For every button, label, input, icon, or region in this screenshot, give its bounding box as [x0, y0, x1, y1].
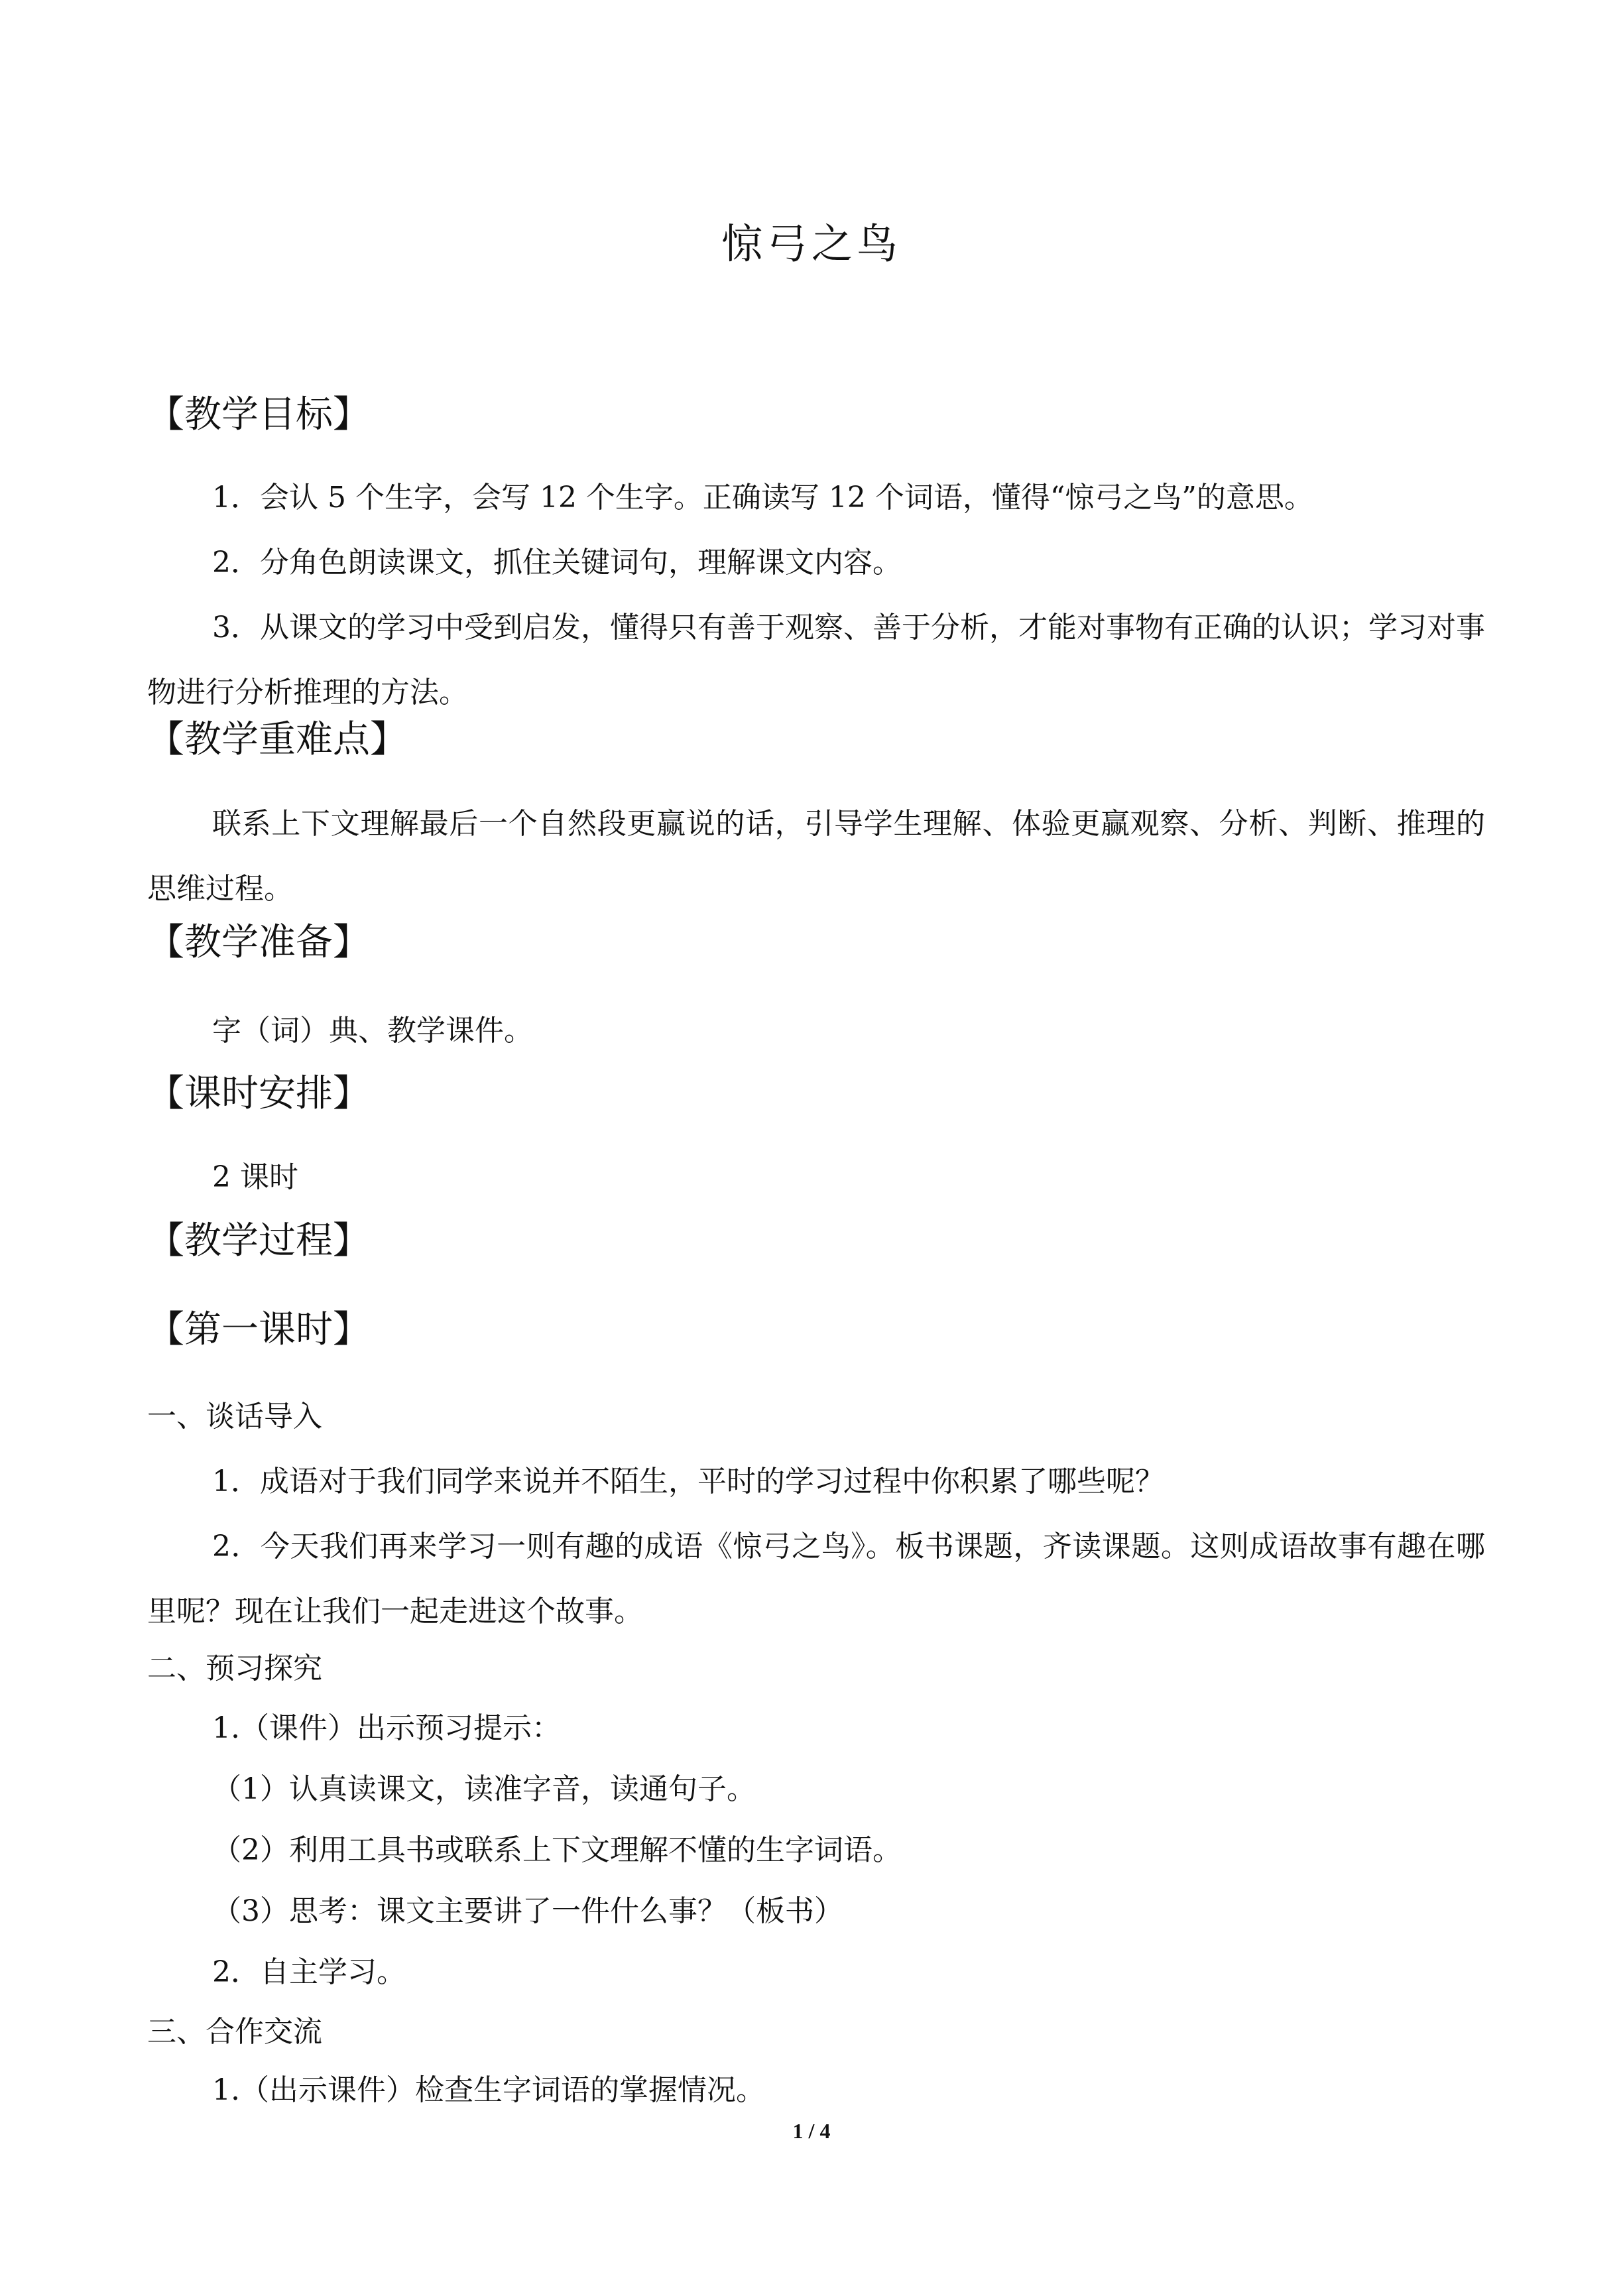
heading-objectives: 【教学目标】	[147, 393, 370, 436]
section1-item-1: 1．成语对于我们同学来说并不陌生，平时的学习过程中你积累了哪些呢？	[212, 1465, 1164, 1498]
section1-item-2: 2．今天我们再来学习一则有趣的成语《惊弓之鸟》。板书课题，齐读课题。这则成语故事有趣在哪里呢？现在让我们一起走进这个故事。	[147, 1530, 1485, 1628]
section2-item-1: 1.（课件）出示预习提示：	[212, 1711, 561, 1745]
section-title: 三、合作交流	[147, 2015, 322, 2049]
heading-lesson-one: 【第一课时】	[147, 1308, 370, 1351]
objective-item-2: 2．分角色朗读课文，抓住关键词句，理解课文内容。	[212, 546, 902, 579]
section2-item-2: （1）认真读课文，读准字音，读通句子。	[212, 1772, 756, 1806]
section2-item-3: （2）利用工具书或联系上下文理解不懂的生字词语。	[212, 1833, 902, 1867]
page-number: 1 / 4	[792, 2119, 831, 2143]
objective-item-1: 1．会认 5 个生字，会写 12 个生字。正确读写 12 个词语，懂得“惊弓之鸟”的意思。	[212, 481, 1313, 514]
schedule-text: 2 课时	[212, 1160, 298, 1194]
heading-schedule: 【课时安排】	[147, 1072, 370, 1115]
heading-process: 【教学过程】	[147, 1219, 370, 1262]
page-title: 惊弓之鸟	[721, 219, 902, 268]
key-points-text: 联系上下文理解最后一个自然段更赢说的话，引导学生理解、体验更赢观察、分析、判断、推理的思维过程。	[147, 807, 1485, 906]
objective-item-3: 3．从课文的学习中受到启发，懂得只有善于观察、善于分析，才能对事物有正确的认识；学习对事物进行分析推理的方法。	[147, 611, 1485, 709]
section-title: 一、谈话导入	[147, 1400, 322, 1433]
heading-preparation: 【教学准备】	[147, 921, 370, 964]
heading-key-points: 【教学重难点】	[147, 718, 407, 761]
section2-item-4: （3）思考：课文主要讲了一件什么事？（板书）	[212, 1894, 843, 1928]
preparation-text: 字（词）典、教学课件。	[212, 1014, 533, 1048]
section2-item-5: 2．自主学习。	[212, 1955, 406, 1989]
section3-item-1: 1.（出示课件）检查生字词语的掌握情况。	[212, 2073, 765, 2107]
section-title: 二、预习探究	[147, 1652, 322, 1685]
